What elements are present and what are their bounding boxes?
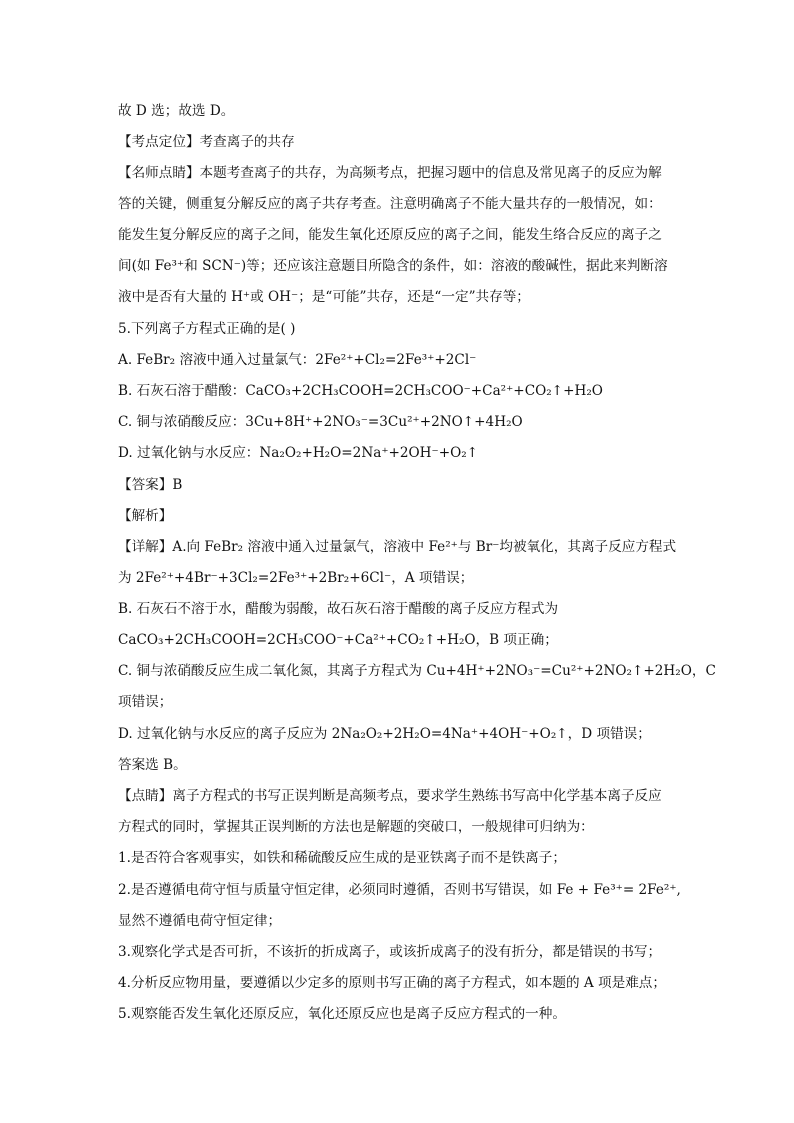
option-d: D. 过氧化钠与水反应：Na₂O₂+H₂O=2Na⁺+2OH⁻+O₂↑ xyxy=(118,445,479,461)
text-line: 答案选 B。 xyxy=(118,757,187,773)
text-line: 显然不遵循电荷守恒定律； xyxy=(118,913,282,929)
text-line: 方程式的同时，掌握其正误判断的方法也是解题的突破口，一般规律可归纳为： xyxy=(118,819,594,835)
text-line: 故 D 选；故选 D。 xyxy=(118,103,235,119)
text-line: 答的关键，侧重复分解反应的离子共存考查。注意明确离子不能大量共存的一般情况，如： xyxy=(118,196,662,212)
text-line: 为 2Fe²⁺+4Br⁻+3Cl₂=2Fe³⁺+2Br₂+6Cl⁻，A 项错误； xyxy=(118,570,474,586)
text-line: D. 过氧化钠与水反应的离子反应为 2Na₂O₂+2H₂O=4Na⁺+4OH⁻+O₂↑，D 项错误； xyxy=(118,726,651,742)
text-line: B. 石灰石不溶于水，醋酸为弱酸，故石灰石溶于醋酸的离子反应方程式为 xyxy=(118,601,559,617)
text-line: 【详解】A.向 FeBr₂ 溶液中通入过量氯气，溶液中 Fe²⁺与 Br⁻均被氧化，其离子反应方程式 xyxy=(118,539,677,555)
text-line: 5.观察能否发生氧化还原反应，氧化还原反应也是离子反应方程式的一种。 xyxy=(118,1006,566,1022)
option-b: B. 石灰石溶于醋酸：CaCO₃+2CH₃COOH=2CH₃COO⁻+Ca²⁺+CO₂↑+H₂O xyxy=(118,383,603,399)
section-heading: 【点睛】离子方程式的书写正误判断是高频考点，要求学生熟练书写高中化学基本离子反应 xyxy=(118,788,662,804)
text-line: C. 铜与浓硝酸反应生成二氧化氮，其离子方程式为 Cu+4H⁺+2NO₃⁻=Cu²⁺+2NO₂↑+2H₂O，C xyxy=(118,663,716,679)
option-c: C. 铜与浓硝酸反应：3Cu+8H⁺+2NO₃⁻=3Cu²⁺+2NO↑+4H₂O xyxy=(118,414,523,430)
section-heading: 【考点定位】考查离子的共存 xyxy=(118,134,295,150)
text-line: 间(如 Fe³⁺和 SCN⁻)等；还应该注意题目所隐含的条件，如：溶液的酸碱性，据此来判断溶 xyxy=(118,258,668,274)
text-line: 2.是否遵循电荷守恒与质量守恒定律，必须同时遵循，否则书写错误，如 Fe + Fe³⁺= 2Fe²⁺, xyxy=(118,882,681,898)
analysis-label: 【解析】 xyxy=(118,508,173,524)
option-a: A. FeBr₂ 溶液中通入过量氯气：2Fe²⁺+Cl₂=2Fe³⁺+2Cl⁻ xyxy=(118,352,477,368)
answer-label: 【答案】B xyxy=(118,477,183,493)
text-line: 项错误； xyxy=(118,694,173,710)
text-line: 4.分析反应物用量，要遵循以少定多的原则书写正确的离子方程式，如本题的 A 项是难点； xyxy=(118,975,666,991)
text-line: 3.观察化学式是否可折，不该折的折成离子，或该折成离子的没有折分，都是错误的书写； xyxy=(118,944,662,960)
text-line: 能发生复分解反应的离子之间，能发生氧化还原反应的离子之间，能发生络合反应的离子之 xyxy=(118,227,662,243)
text-line: CaCO₃+2CH₃COOH=2CH₃COO⁻+Ca²⁺+CO₂↑+H₂O，B 项正确； xyxy=(118,632,558,648)
question-title: 5.下列离子方程式正确的是( ) xyxy=(118,321,296,337)
text-line: 【名师点睛】本题考查离子的共存，为高频考点，把握习题中的信息及常见离子的反应为解 xyxy=(118,165,662,181)
text-line: 1.是否符合客观事实，如铁和稀硫酸反应生成的是亚铁离子而不是铁离子； xyxy=(118,850,566,866)
text-line: 液中是否有大量的 H⁺或 OH⁻；是“可能”共存，还是“一定”共存等； xyxy=(118,289,530,305)
